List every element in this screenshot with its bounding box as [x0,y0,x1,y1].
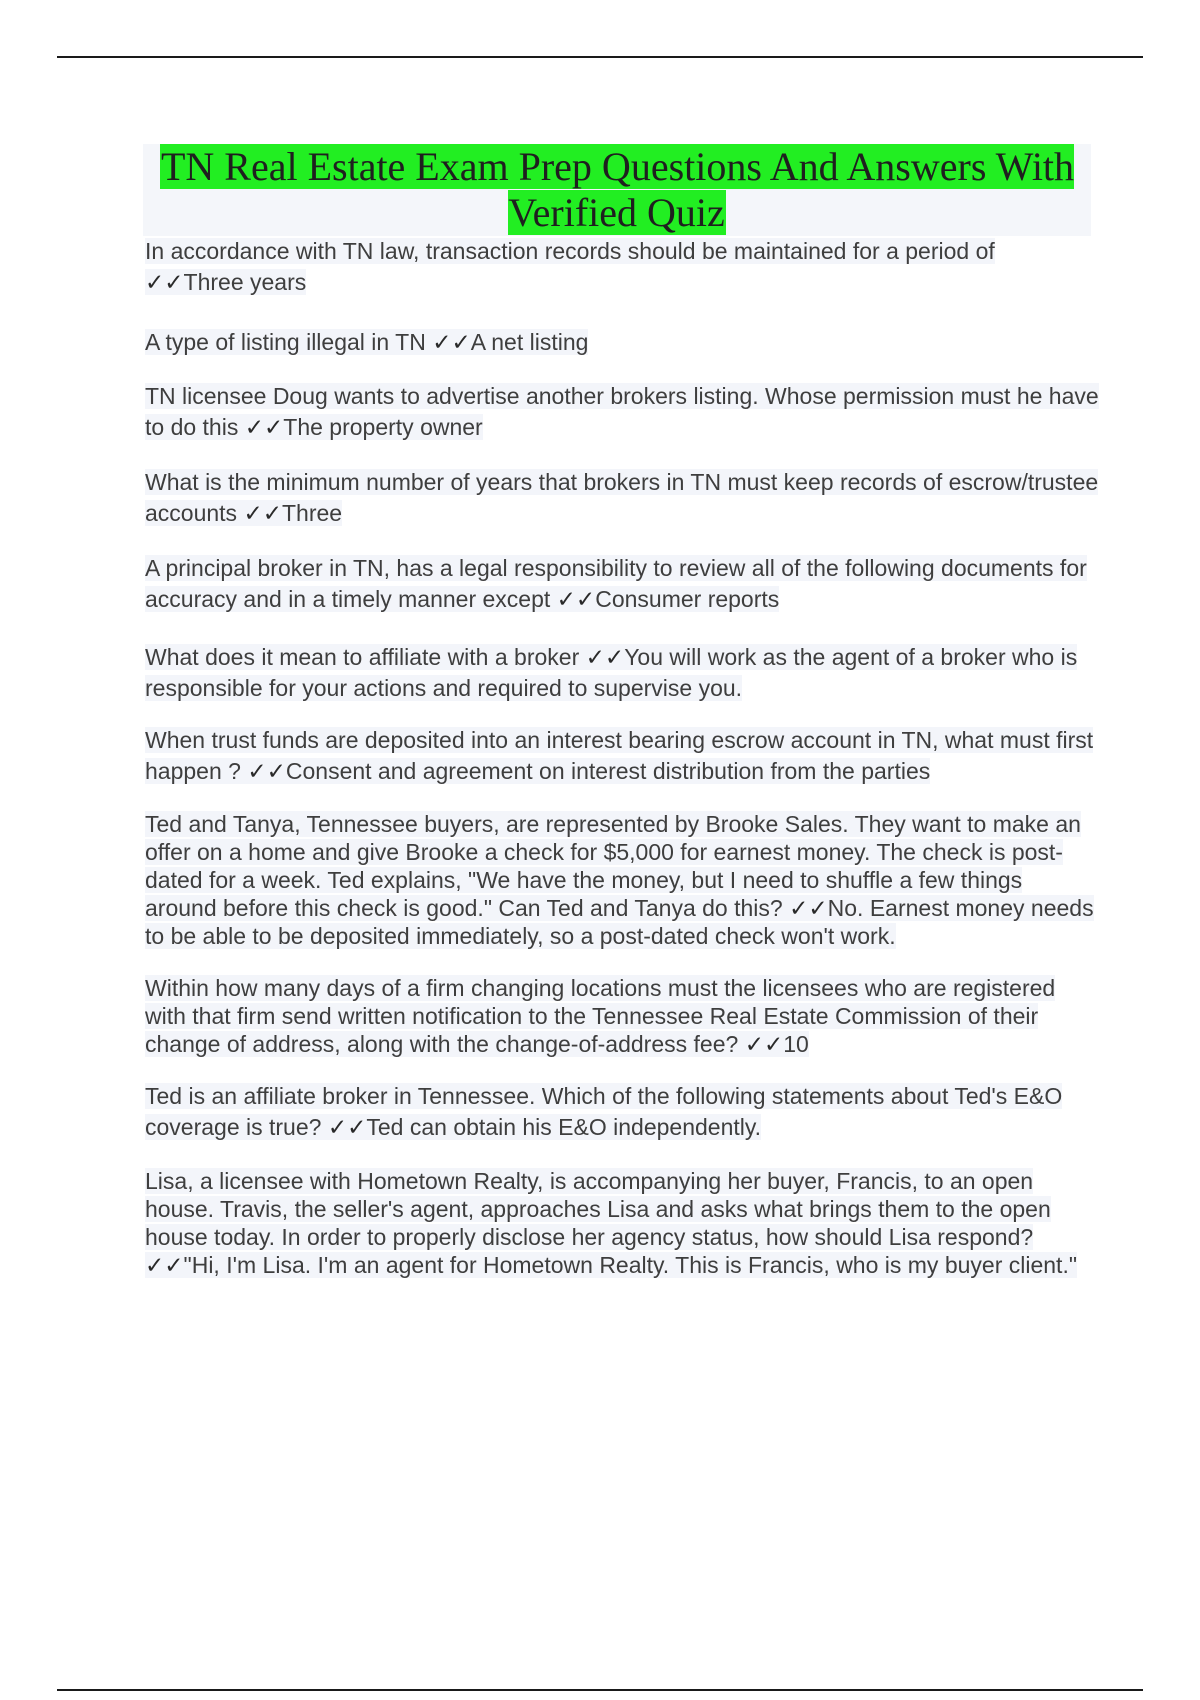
qa-item [145,1081,1100,1143]
check-mark: ✓✓ [243,500,282,526]
check-mark: ✓✓ [556,586,596,612]
check-mark: ✓✓ [247,758,286,784]
question-text: What is the minimum number of years that brokers in TN must keep records of escrow/trustee accounts [145,469,1099,526]
question-text: Within how many days of a firm changing locations must the licensees who are registered with that firm send written notification to the Tennessee Real Estate Commission of their change of address, along with the change-of-address fee? [145,975,1056,1057]
question-text: What does it mean to affiliate with a broker [145,644,580,670]
qa-item [145,974,1100,1058]
answer-text: No. Earnest money needs to be able to be deposited immediately, so a post-dated check won't work. [145,895,1094,949]
answer-text: 10 [783,1031,809,1057]
title-block [143,144,1091,236]
check-mark: ✓✓ [145,269,184,295]
question-text: A type of listing illegal in TN [145,329,426,355]
question-text: In accordance with TN law, transaction records should be maintained for a period of [145,238,995,264]
question-text: Ted is an affiliate broker in Tennessee. Which of the following statements about Ted's E&O coverage is true? [145,1083,1063,1140]
answer-text: A net listing [470,329,589,355]
question-text: A principal broker in TN, has a legal responsibility to review all of the following documents for accuracy and in a timely manner except [145,555,1087,612]
check-mark: ✓✓ [145,1252,184,1278]
answer-text: The property owner [283,414,483,440]
check-mark: ✓✓ [744,1031,784,1057]
qa-item [145,1167,1100,1279]
answer-text: Consumer reports [595,586,780,612]
qa-item [145,725,1100,787]
answer-text: Ted can obtain his E&O independently. [366,1114,762,1140]
question-text: When trust funds are deposited into an interest bearing escrow account in TN, what must first happen ? [145,727,1094,784]
question-text: TN licensee Doug wants to advertise another brokers listing. Whose permission must he have to do this [145,383,1099,440]
answer-text: Consent and agreement on interest distribution from the parties [285,758,931,784]
qa-item [145,467,1100,529]
check-mark: ✓✓ [432,329,471,355]
qa-item [145,381,1100,443]
qa-item [145,327,1100,358]
question-text: Lisa, a licensee with Hometown Realty, is accompanying her buyer, Francis, to an open house. Travis, the seller's agent, approaches Lisa and asks what brings them to the open house today. In order to properly disclose her agency status, how should Lisa respond? [145,1168,1051,1250]
qa-item [145,236,1100,298]
qa-item [145,553,1100,615]
check-mark: ✓✓ [585,644,625,670]
answer-text: Three [282,500,343,526]
check-mark: ✓✓ [327,1114,367,1140]
qa-item [145,642,1100,704]
top-rule [57,56,1143,58]
answer-text: "Hi, I'm Lisa. I'm an agent for Hometown Realty. This is Francis, who is my buyer client." [183,1252,1077,1278]
check-mark: ✓✓ [244,414,284,440]
answer-text: You will work as the agent of a broker who is responsible for your actions and required to supervise you. [145,644,1078,701]
question-text: Ted and Tanya, Tennessee buyers, are represented by Brooke Sales. They want to make an offer on a home and give Brooke a check for $5,000 for earnest money. The check is post-dated for a week. Ted explains, "We have the money, but I need to shuffle a few things around before this check is good." Can Ted and Tanya do this? [145,811,1081,921]
document-title: TN Real Estate Exam Prep Questions And Answers With Verified Quiz [160,144,1075,235]
check-mark: ✓✓ [789,895,828,921]
qa-list [145,236,1100,1279]
qa-item [145,810,1100,950]
answer-text: Three years [183,269,307,295]
bottom-rule [57,1689,1143,1691]
